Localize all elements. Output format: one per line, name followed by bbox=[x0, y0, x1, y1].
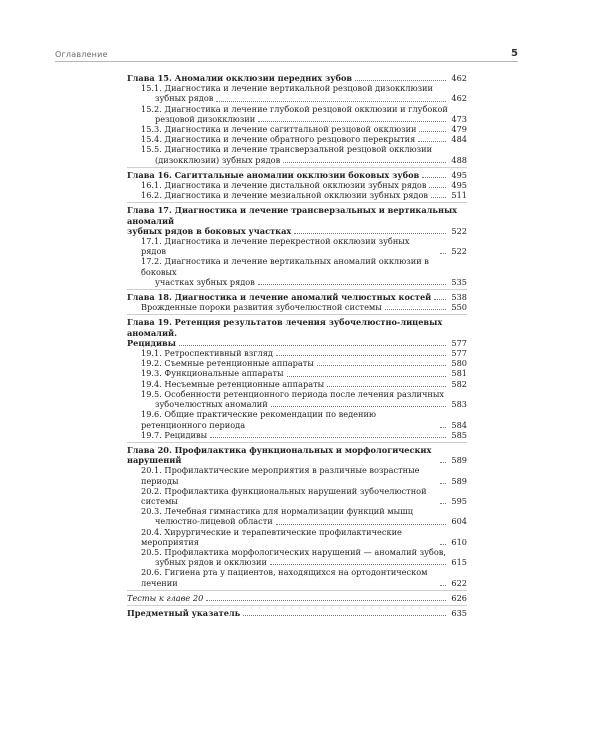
toc-page-number: 577 bbox=[451, 348, 467, 359]
dot-leader bbox=[216, 101, 446, 102]
toc-entry-line: 19.5. Особенности ретенционного периода после лечения различных bbox=[141, 388, 445, 399]
toc-chapter bbox=[127, 73, 467, 83]
toc-page-number: 550 bbox=[451, 302, 467, 313]
toc-entry-title: Глава 18. Диагностика и лечение аномалий челюстных костей bbox=[127, 292, 432, 303]
dot-leader bbox=[355, 80, 446, 81]
toc-chapter bbox=[127, 170, 467, 180]
toc-entry bbox=[127, 486, 467, 506]
toc-entry bbox=[127, 409, 467, 429]
toc-page-number: 462 bbox=[451, 73, 467, 83]
toc-entry bbox=[127, 567, 467, 587]
toc-page-number: 595 bbox=[451, 495, 467, 506]
toc-chapter bbox=[127, 226, 467, 236]
toc-page-number: 473 bbox=[451, 113, 467, 124]
toc-entry bbox=[127, 465, 467, 485]
toc-entry-title: 16.1. Диагностика и лечение дистальной окклюзии зубных рядов bbox=[141, 180, 427, 191]
toc-page-number: 462 bbox=[451, 93, 467, 104]
toc-page-number: 577 bbox=[451, 337, 467, 348]
toc-page-number: 589 bbox=[451, 455, 467, 466]
toc-chapter bbox=[127, 292, 467, 302]
dot-leader bbox=[434, 299, 446, 300]
toc-entry bbox=[127, 516, 467, 526]
toc-entry-title: 15.3. Диагностика и лечение сагиттальной резцовой окклюзии bbox=[141, 124, 417, 135]
toc-entry-title: зубных рядов bbox=[155, 93, 214, 104]
dot-leader bbox=[429, 187, 446, 188]
toc-page-number: 615 bbox=[451, 557, 467, 568]
dot-leader bbox=[440, 427, 446, 428]
dot-leader bbox=[440, 503, 446, 504]
toc-entry bbox=[127, 379, 467, 389]
toc-page-number: 484 bbox=[451, 134, 467, 145]
toc-page-number: 538 bbox=[451, 292, 467, 303]
dot-leader bbox=[294, 233, 446, 234]
toc-entry-title: 20.1. Профилактические мероприятия в различные возрастные периоды bbox=[141, 465, 420, 486]
toc-entry-line: 20.3. Лечебная гимнастика для нормализации функций мышц bbox=[141, 506, 414, 517]
toc-entry bbox=[127, 277, 467, 287]
toc-entry-title: 17.1. Диагностика и лечение перекрестной окклюзии зубных рядов bbox=[141, 236, 410, 257]
toc-entry-title: 19.6. Общие практические рекомендации по ведению ретенционного периода bbox=[141, 409, 377, 430]
dot-leader bbox=[179, 345, 446, 346]
toc-page-number: 522 bbox=[451, 225, 467, 236]
dot-leader bbox=[440, 585, 446, 586]
toc-section bbox=[127, 606, 467, 620]
toc-entry-line: 17.2. Диагностика и лечение вертикальных аномалий окклюзии в боковых bbox=[141, 256, 429, 277]
toc-page-number: 635 bbox=[451, 607, 467, 618]
toc-page-number: 580 bbox=[451, 358, 467, 369]
toc-page-number: 589 bbox=[451, 475, 467, 486]
toc-entry bbox=[127, 155, 467, 165]
toc-section bbox=[127, 290, 467, 315]
dot-leader bbox=[419, 131, 446, 132]
dot-leader bbox=[440, 544, 446, 545]
toc-entry-line: 20.5. Профилактика морфологических нарушений — аномалий зубов, bbox=[141, 546, 446, 557]
toc-entry-title: Глава 20. Профилактика функциональных и морфологических нарушений bbox=[127, 444, 432, 466]
toc-entry-title: зубочелюстных аномалий bbox=[155, 399, 268, 410]
toc-entry-title: Рецидивы bbox=[127, 337, 176, 348]
toc-page-number: 585 bbox=[451, 429, 467, 440]
toc-entry bbox=[127, 399, 467, 409]
toc-entry bbox=[127, 527, 467, 547]
toc-entry-title: (дизокклюзии) зубных рядов bbox=[155, 154, 281, 165]
toc-page-number: 479 bbox=[451, 124, 467, 135]
toc-entry-title: 20.6. Гигиена рта у пациентов, находящихся на ортодонтическом лечении bbox=[141, 567, 428, 588]
toc-entry-title: Врожденные пороки развития зубочелюстной системы bbox=[141, 302, 382, 313]
toc-entry bbox=[127, 124, 467, 134]
toc-page-number: 622 bbox=[451, 577, 467, 588]
toc-entry-title: 20.2. Профилактика функциональных нарушений зубочелюстной системы bbox=[141, 485, 427, 506]
toc-entry bbox=[127, 180, 467, 190]
dot-leader bbox=[440, 253, 446, 254]
toc-section bbox=[127, 443, 467, 591]
dot-leader bbox=[440, 483, 446, 484]
toc-entry bbox=[127, 93, 467, 103]
toc-chapter-line: Глава 19. Ретенция результатов лечения зубочелюстно-лицевых аномалий. bbox=[127, 317, 443, 338]
toc-entry bbox=[127, 557, 467, 567]
toc-section bbox=[127, 315, 467, 442]
toc-entry-title: Глава 15. Аномалии окклюзии передних зубов bbox=[127, 73, 353, 83]
dot-leader bbox=[243, 615, 446, 616]
dot-leader bbox=[276, 355, 446, 356]
toc-page-number: 581 bbox=[451, 368, 467, 379]
toc-page-number: 495 bbox=[451, 180, 467, 191]
toc-entry-title: Тесты к главе 20 bbox=[127, 592, 204, 603]
toc-entry-title: 20.4. Хирургические и терапевтические профилактические мероприятия bbox=[141, 526, 402, 547]
toc-page-number: 495 bbox=[451, 169, 467, 180]
dot-leader bbox=[287, 376, 446, 377]
dot-leader bbox=[210, 437, 446, 438]
toc-entry-line: 15.5. Диагностика и лечение трансверзальной резцовой окклюзии bbox=[141, 144, 433, 155]
toc-page-number: 610 bbox=[451, 536, 467, 547]
toc-page-number: 522 bbox=[451, 246, 467, 257]
toc-entry bbox=[127, 358, 467, 368]
toc-entry-title: 19.2. Съемные ретенционные аппараты bbox=[141, 358, 314, 369]
toc-page-number: 584 bbox=[451, 419, 467, 430]
toc-entry-title: челюстно-лицевой области bbox=[155, 516, 273, 527]
toc-entry-title: зубных рядов в боковых участках bbox=[127, 225, 292, 236]
toc-entry bbox=[127, 236, 467, 256]
toc-entry bbox=[127, 134, 467, 144]
running-header-title: Оглавление bbox=[55, 50, 108, 59]
toc-entry-title: Глава 16. Сагиттальные аномалии окклюзии боковых зубов bbox=[127, 169, 420, 180]
dot-leader bbox=[385, 309, 446, 310]
toc-entry-title: Предметный указатель bbox=[127, 607, 241, 618]
toc-chapter bbox=[127, 445, 467, 465]
toc-chapter bbox=[127, 608, 467, 618]
dot-leader bbox=[206, 600, 446, 601]
toc-page-number: 535 bbox=[451, 276, 467, 287]
dot-leader bbox=[271, 406, 446, 407]
toc-entry bbox=[127, 190, 467, 200]
dot-leader bbox=[440, 462, 446, 463]
toc-entry bbox=[127, 114, 467, 124]
dot-leader bbox=[327, 386, 446, 387]
toc-chapter bbox=[127, 338, 467, 348]
toc-section bbox=[127, 168, 467, 204]
toc-entry-title: участках зубных рядов bbox=[155, 276, 255, 287]
toc-entry bbox=[127, 348, 467, 358]
dot-leader bbox=[431, 197, 446, 198]
dot-leader bbox=[422, 177, 446, 178]
toc-entry-tests bbox=[127, 593, 467, 603]
toc-page-number: 511 bbox=[451, 190, 467, 201]
toc-page-number: 488 bbox=[451, 154, 467, 165]
toc-page-number: 604 bbox=[451, 516, 467, 527]
toc-page-number: 583 bbox=[451, 399, 467, 410]
running-header bbox=[55, 48, 518, 62]
toc-page-number: 626 bbox=[451, 592, 467, 603]
dot-leader bbox=[270, 564, 446, 565]
dot-leader bbox=[418, 141, 446, 142]
toc-entry bbox=[127, 430, 467, 440]
toc-entry-line: 15.2. Диагностика и лечение глубокой резцовой окклюзии и глубокой bbox=[141, 103, 448, 114]
page-number: 5 bbox=[511, 48, 518, 59]
toc-page-number: 582 bbox=[451, 378, 467, 389]
table-of-contents bbox=[127, 71, 467, 620]
toc-section bbox=[127, 203, 467, 290]
toc-entry bbox=[127, 302, 467, 312]
toc-section bbox=[127, 591, 467, 606]
toc-entry-title: 19.1. Ретроспективный взгляд bbox=[141, 348, 273, 359]
toc-entry-title: 19.4. Несъемные ретенционные аппараты bbox=[141, 378, 325, 389]
toc-entry-title: 19.3. Функциональные аппараты bbox=[141, 368, 284, 379]
toc-entry-title: зубных рядов и окклюзии bbox=[155, 557, 267, 568]
toc-entry-title: 19.7. Рецидивы bbox=[141, 429, 208, 440]
dot-leader bbox=[276, 524, 446, 525]
dot-leader bbox=[283, 162, 446, 163]
dot-leader bbox=[317, 365, 446, 366]
toc-entry-title: резцовой дизокклюзии bbox=[155, 113, 256, 124]
dot-leader bbox=[258, 121, 446, 122]
toc-entry-title: 15.1. Диагностика и лечение вертикальной резцовой дизокклюзии bbox=[141, 83, 433, 94]
toc-section bbox=[127, 71, 467, 168]
dot-leader bbox=[258, 284, 446, 285]
toc-entry-title: 15.4. Диагностика и лечение обратного резцового перекрытия bbox=[141, 134, 416, 145]
toc-chapter-line: Глава 17. Диагностика и лечение трансверзальных и вертикальных аномалий bbox=[127, 205, 458, 226]
toc-entry bbox=[127, 83, 467, 93]
toc-entry bbox=[127, 368, 467, 378]
toc-entry-title: 16.2. Диагностика и лечение мезиальной окклюзии зубных рядов bbox=[141, 190, 428, 201]
